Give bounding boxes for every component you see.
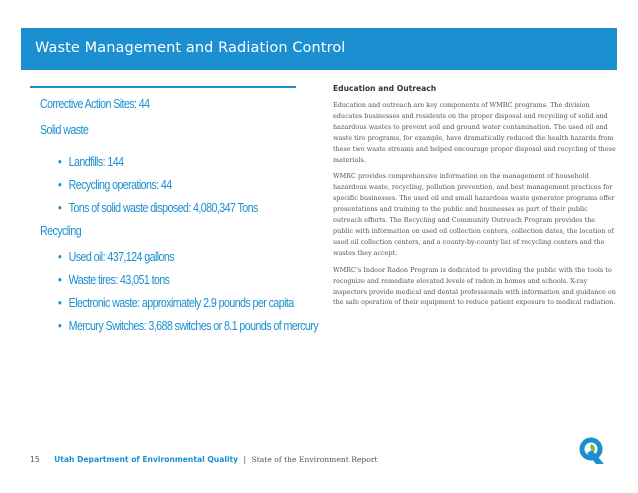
paragraph: WMRC provides comprehensive information on the management of household hazardous waste, recycling, pollution prevention, and best management practices for specific businesses. The used oil and small hazardous waste generator programs offer presentations and training to the public and businesses as part of their public outreach efforts. The Recycling and Community Outreach Program provides the public with information on used oil collection centers, collection dates, the location of used oil collection centers, and a county-by-county list of recycling centers and the wastes they accept.: [333, 172, 615, 257]
list-item: • Tons of solid waste disposed: 4,080,347 Tons: [58, 200, 258, 215]
corrective-action-stat: Corrective Action Sites: 44: [40, 96, 150, 111]
page-number: 15: [30, 455, 40, 464]
paragraph: WMRC’s Indoor Radon Program is dedicated to providing the public with the tools to recognize and remediate elevated levels of radon in homes and schools. X-ray inspectors provide medical and dental professionals with information and guidance on the safe operation of their equipment to reduce patient exposure to medical radiation.: [333, 265, 616, 307]
stat-text: Waste tires: 43,051 tons: [68, 272, 170, 287]
list-item: • Mercury Switches: 3,688 switches or 8.1 pounds of mercury: [58, 318, 318, 333]
stat-text: Tons of solid waste disposed: 4,080,347 Tons: [68, 200, 258, 215]
stat-text: Recycling operations: 44: [68, 177, 172, 192]
list-item: • Waste tires: 43,051 tons: [58, 272, 170, 287]
paragraph: Education and outreach are key components of WMRC programs. The division educates businesses and residents on the proper disposal and recycling of solid and hazardous wastes to prevent soil and ground water contamination. The used oil and waste tire programs, for example, have dramatically reduced the health hazards from these two waste streams and helped encourage proper disposal and recycling of these materials.: [333, 101, 616, 164]
stat-text: Electronic waste: approximately 2.9 pounds per capita: [68, 295, 294, 310]
footer-separator: |: [243, 455, 247, 464]
list-item: • Landfills: 144: [58, 154, 124, 169]
agency-name: Utah Department of Environmental Quality: [54, 455, 239, 464]
stat-text: Mercury Switches: 3,688 switches or 8.1 pounds of mercury: [68, 318, 318, 333]
list-item: • Used oil: 437,124 gallons: [58, 249, 175, 264]
report-title: State of the Environment Report: [251, 455, 378, 464]
solid-waste-heading: Solid waste: [40, 122, 89, 137]
list-item: • Electronic waste: approximately 2.9 pounds per capita: [58, 295, 294, 310]
section-heading: Education and Outreach: [333, 84, 437, 93]
divider: [30, 86, 296, 88]
recycling-heading: Recycling: [40, 223, 82, 238]
stat-text: Used oil: 437,124 gallons: [68, 249, 175, 264]
stats-panel: [30, 86, 318, 334]
page-title: Waste Management and Radiation Control: [35, 40, 346, 56]
article-column: [333, 84, 616, 314]
list-item: • Recycling operations: 44: [58, 177, 172, 192]
stat-text: Landfills: 144: [68, 154, 124, 169]
header-banner: [21, 28, 617, 70]
footer: [30, 455, 378, 464]
deq-logo-icon: [578, 436, 606, 466]
